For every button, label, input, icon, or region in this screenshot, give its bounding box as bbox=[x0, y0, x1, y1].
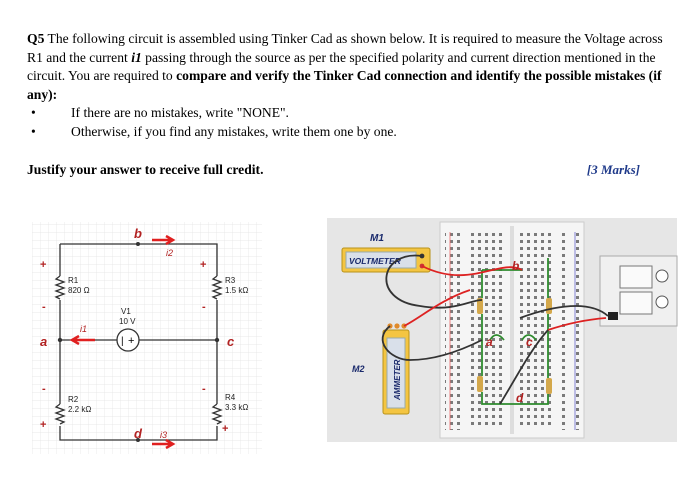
schematic bbox=[32, 222, 262, 454]
m2-label: M2 bbox=[352, 364, 365, 374]
power-supply bbox=[600, 256, 677, 326]
tinkercad-view bbox=[327, 218, 677, 442]
schematic-node-c: c bbox=[227, 334, 235, 349]
tc-node-d: d bbox=[516, 391, 524, 405]
question-text-part1: The following circuit is assembled using Tinker Cad as shown below. It is required to measure the Voltage across R1 and the current bbox=[27, 31, 663, 65]
schematic-node-b: b bbox=[134, 226, 142, 241]
schematic-node-d: d bbox=[134, 426, 142, 441]
r2-name: R2 bbox=[68, 395, 79, 404]
i3-label: i3 bbox=[160, 430, 168, 440]
current-symbol: i1 bbox=[131, 49, 142, 65]
breadboard bbox=[440, 222, 584, 438]
svg-text:+: + bbox=[200, 259, 207, 271]
bullet-item-2: • Otherwise, if you find any mistakes, write them one by one. bbox=[31, 123, 397, 139]
r1-value: 820 Ω bbox=[68, 286, 90, 295]
r4-name: R4 bbox=[225, 393, 236, 402]
v1-value: 10 V bbox=[119, 317, 136, 326]
justify-instruction: Justify your answer to receive full credit. bbox=[27, 162, 264, 177]
svg-text:+: + bbox=[40, 419, 47, 431]
m1-label: M1 bbox=[370, 233, 384, 244]
question-number: Q5 bbox=[27, 31, 45, 46]
voltmeter-label: VOLTMETER bbox=[349, 256, 401, 266]
svg-text:|: | bbox=[121, 336, 124, 347]
svg-text:+: + bbox=[40, 259, 47, 271]
r4-value: 3.3 kΩ bbox=[225, 403, 249, 412]
ammeter-label: AMMETER bbox=[393, 359, 402, 400]
tc-node-a: a bbox=[486, 335, 493, 349]
tc-node-c: c bbox=[526, 335, 533, 349]
bullet-item-1: • If there are no mistakes, write "NONE". bbox=[31, 105, 289, 120]
svg-text:-: - bbox=[42, 383, 46, 395]
question-bold-instruction: compare and verify the Tinker Cad connection and identify the possible mistakes (if any): bbox=[27, 68, 662, 102]
r2-value: 2.2 kΩ bbox=[68, 405, 92, 414]
marks-label: [3 Marks] bbox=[586, 162, 640, 177]
r1-name: R1 bbox=[68, 276, 79, 285]
r3-name: R3 bbox=[225, 276, 236, 285]
i1-label: i1 bbox=[80, 324, 88, 334]
tc-node-b: b bbox=[512, 259, 520, 273]
i2-label: i2 bbox=[166, 248, 174, 258]
svg-text:-: - bbox=[202, 301, 206, 313]
v1-name: V1 bbox=[121, 307, 131, 316]
schematic-node-a: a bbox=[40, 334, 48, 349]
svg-text:-: - bbox=[42, 301, 46, 313]
svg-text:+: + bbox=[222, 423, 229, 435]
svg-text:+: + bbox=[128, 335, 135, 347]
svg-text:-: - bbox=[202, 383, 206, 395]
r3-value: 1.5 kΩ bbox=[225, 286, 249, 295]
question-text-part2: passing through the source as per the specified polarity and current direction mentioned in the circuit. You are required to bbox=[27, 49, 656, 83]
